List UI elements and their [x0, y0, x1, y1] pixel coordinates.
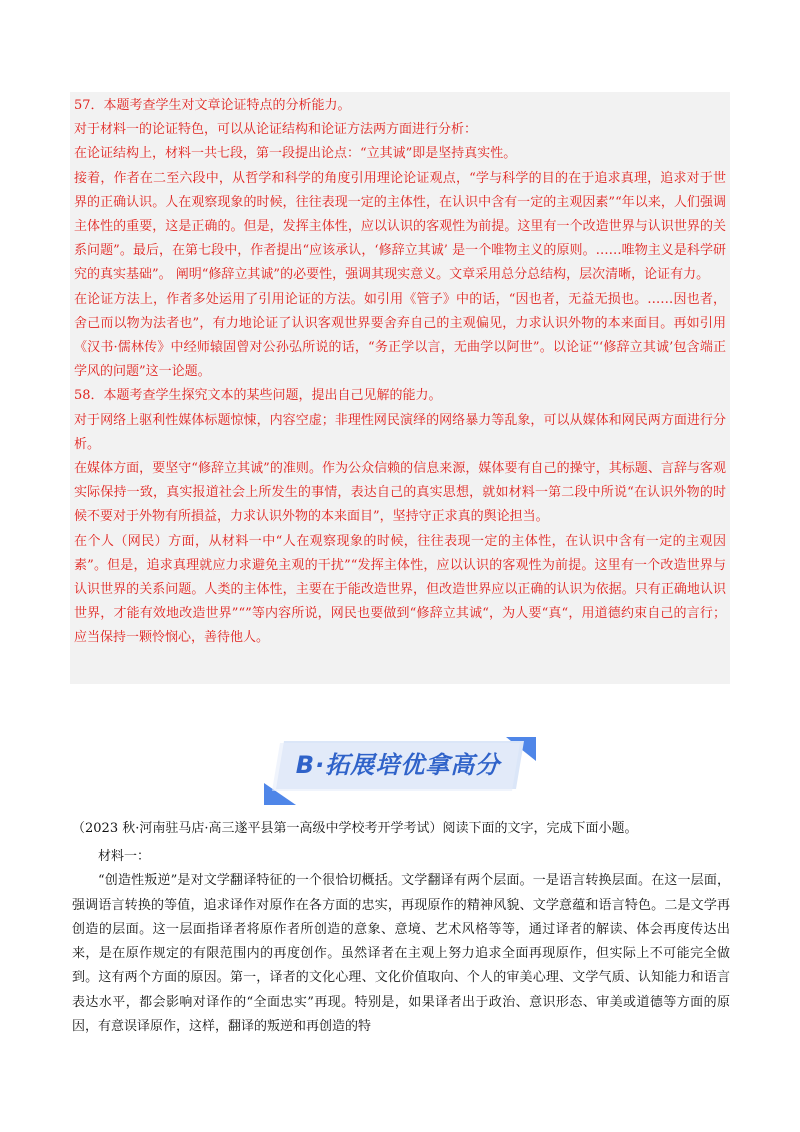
- answer-paragraph: 在媒体方面，要坚守“修辞立其诚”的准则。作为公众信赖的信息来源，媒体要有自己的操守，其标题、言辞与客观实际保持一致，真实报道社会上所发生的事情，表达自己的真实思想，就如材料一第二段中所说“在认识外物的时候不要对于外物有所損益，力求认识外物的本来面目”，坚持守正求真的舆论担当。: [74, 461, 726, 525]
- reading-material: [72, 845, 730, 1039]
- question-source: （2023 秋·河南驻马店·高三遂平县第一高级中学校考开学考试）阅读下面的文字，完成下面小题。: [72, 821, 638, 836]
- material-heading: 材料一：: [98, 849, 151, 864]
- answer-line: 对于材料一的论证特色，可以从论证结构和论证方法两方面进行分析：: [74, 122, 478, 138]
- answer-paragraph: 在个人（网民）方面，从材料一中“人在观察现象的时候，往往表现一定的主体性，在认识中含有一定的主观因素”。但是，追求真理就应力求避免主观的干扰”“发挥主体性，应以认识的客观性为前提。这里有一个改造世界与认识世界的关系问题。人类的主体性，主要在于能改造世界，但改造世界应以正确的认识为依据。只有正确地认识世界，才能有效地改造世界”“”等内容所说，网民也要做到“修辞立其诚“，为人要“真“，用道德约束自己的言行；应当保持一颗怜悯心，善待他人。: [74, 533, 726, 646]
- answer-paragraph: 接着，作者在二至六段中，从哲学和科学的角度引用理论论证观点，“学与科学的目的在于追求真理，追求对于世界的正确认识。人在观察现象的时候，往往表现一定的主体性，在认识中含有一定的主观因素”“年以来，人们强调主体性的重要，这是正确的。但是，发挥主体性，应以认识的客观性为前提。这里有一个改造世界与认识世界的关系问题”。最后，在第七段中，作者提出“应该承认，‘修辞立其诚’ 是一个唯物主义的原则。……唯物主义是科学研究的真实基础”。 阐明“修辞立其诚”的必要性，强调其现实意义。文章采用总分总结构，层次清晰，论证有力。: [74, 170, 726, 283]
- answer-line: 在论证结构上，材料一共七段，第一段提出论点：“立其诚”即是坚持真实性。: [74, 146, 517, 162]
- answer-paragraph: 对于网络上驱利性媒体标题惊悚，内容空虚；非理性网民演绎的网络暴力等乱象，可以从媒体和网民两方面进行分析。: [74, 412, 726, 452]
- material-paragraph: “创造性叛逆”是对文学翻译特征的一个很恰切概括。文学翻译有两个层面。一是语言转换层面。在这一层面，强调语言转换的等值，追求译作对原作在各方面的忠实，再现原作的精神风貌、文学意蕴和语言特色。二是文学再创造的层面。这一层面指译者将原作者所创造的意象、意境、艺术风格等等，通过译者的解读、体会再度传达出来，是在原作规定的有限范围内的再度创作。虽然译者在主观上努力追求全面再现原作，但实际上不可能完全做到。这有两个方面的原因。第一，译者的文化心理、文化价值取向、个人的审美心理、文学气质、认知能力和语言表达水平，都会影响对译作的“全面忠实”再现。特别是，如果译者出于政治、意识形态、审美或道德等方面的原因，有意误译原作，这样，翻译的叛逆和再创造的特: [72, 873, 730, 1035]
- answer-line: 58．本题考查学生探究文本的某些问题，提出自己见解的能力。: [74, 388, 442, 404]
- section-banner: [262, 733, 538, 805]
- answer-explanation-box: [70, 92, 730, 684]
- section-banner-title: B·拓展培优拿高分: [295, 751, 501, 779]
- answer-paragraph: 在论证方法上，作者多处运用了引用论证的方法。如引用《管子》中的话，“因也者，无益无损也。……因也者，舍己而以物为法者也”，有力地论证了认识客观世界要舍弃自己的主观偏见，力求认识外物的本来面目。再如引用《汉书·儒林传》中经师辕固曾对公孙弘所说的话，“务正学以言，无曲学以阿世”。以论证“‘修辞立其诚’包含端正学风的问题”这一论题。: [74, 291, 726, 380]
- answer-line: 57．本题考查学生对文章论证特点的分析能力。: [74, 98, 351, 113]
